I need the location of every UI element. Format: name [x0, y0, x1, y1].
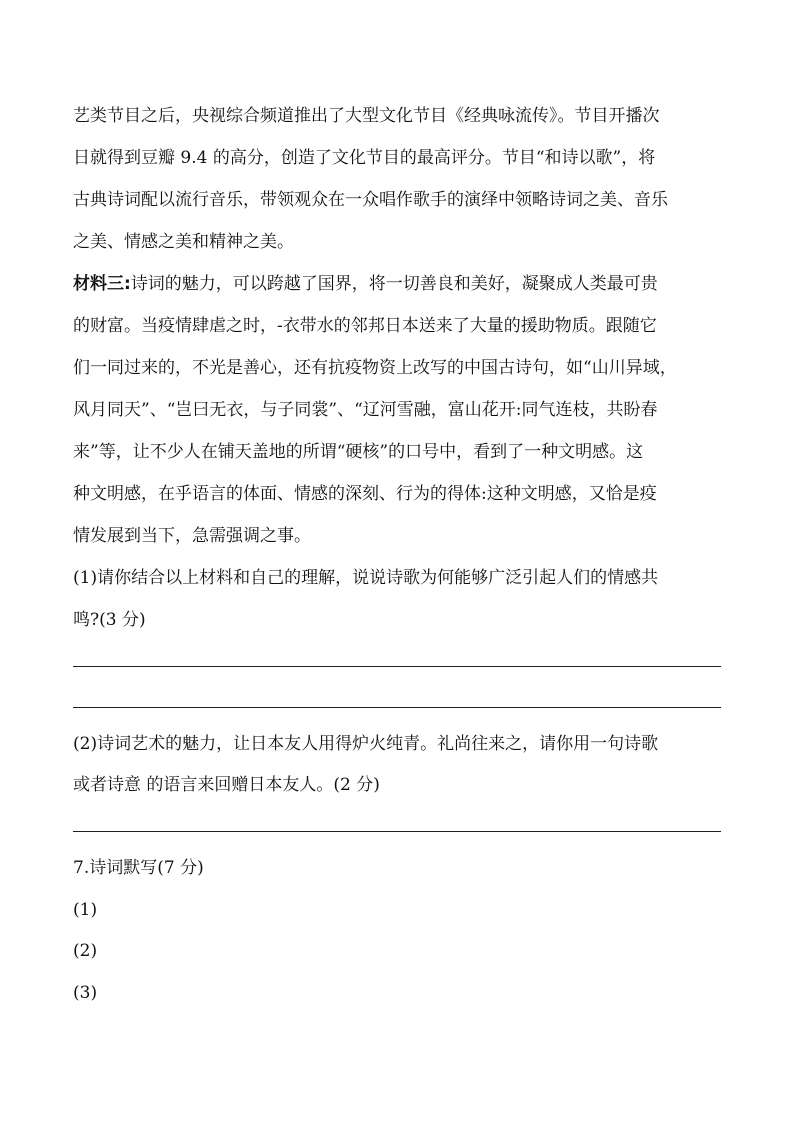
- paragraph1-line-1: 艺类节目之后，央视综合频道推出了大型文化节目《经典咏流传》。节目开播次: [73, 106, 660, 126]
- question7-item-1: (1): [73, 900, 98, 920]
- question7-item-2: (2): [73, 941, 98, 961]
- question2-answer-line[interactable]: [73, 831, 721, 832]
- paragraph1-line-2: 日就得到豆瓣 9.4 的高分，创造了文化节目的最高评分。节目“和诗以歌”，将: [73, 148, 656, 168]
- paragraph1-line-4: 之美、情感之美和精神之美。: [73, 232, 294, 252]
- question1-answer-line-2[interactable]: [73, 707, 721, 708]
- material3-line-1: [73, 273, 733, 295]
- material3-line-7: 情发展到当下，急需强调之事。: [73, 526, 311, 546]
- question1-line-1: (1)请你结合以上材料和自己的理解，说说诗歌为何能够广泛引起人们的情感共: [73, 568, 659, 588]
- question7-item-3: (3): [73, 983, 98, 1003]
- material3-line-2: 的财富。当疫情肆虐之时，-衣带水的邻邦日本送来了大量的援助物质。跟随它: [73, 316, 657, 336]
- paragraph1-line-3: 古典诗词配以流行音乐，带领观众在一众唱作歌手的演绎中领略诗词之美、音乐: [73, 190, 668, 210]
- question1-line-2: 鸣?(3 分): [73, 610, 146, 630]
- question2-line-1: (2)诗词艺术的魅力，让日本友人用得炉火纯青。礼尚往来之，请你用一句诗歌: [73, 734, 659, 754]
- material3-line-6: 种文明感，在乎语言的体面、情感的深刻、行为的得体:这种文明感，又恰是疫: [73, 484, 657, 504]
- material3-label: 材料三:: [73, 274, 131, 294]
- material3-first-line-text: 诗词的魅力，可以跨越了国界，将一切善良和美好，凝聚成人类最可贵: [130, 274, 658, 294]
- question7-title: 7.诗词默写(7 分): [73, 858, 204, 878]
- question1-answer-line-1[interactable]: [73, 666, 721, 667]
- material3-line-5: 来”等，让不少人在铺天盖地的所谓“硬核”的口号中，看到了一种文明感。这: [73, 442, 644, 462]
- question2-line-2: 或者诗意 的语言来回赠日本友人。(2 分): [73, 775, 380, 795]
- material3-line-3: 们一同过来的，不光是善心，还有抗疫物资上改写的中国古诗句，如“山川异域，: [73, 358, 677, 378]
- material3-line-4: 风月同天”、“岂曰无衣，与子同裳”、“辽河雪融，富山花开:同气连枝，共盼春: [73, 400, 658, 420]
